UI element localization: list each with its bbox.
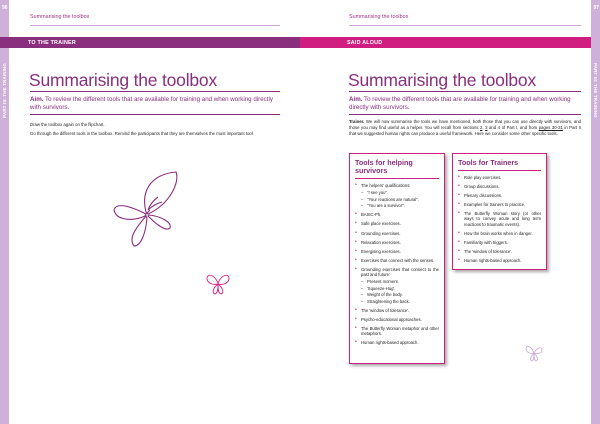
list-item bbox=[355, 221, 439, 226]
butterfly-large-icon bbox=[110, 170, 182, 248]
list-item-text: The Butterfly Woman metaphor and other metaphors. bbox=[361, 326, 439, 337]
list-item-text: Safe place exercises. bbox=[361, 221, 401, 227]
list-item bbox=[458, 258, 541, 263]
butterfly-small-icon bbox=[205, 270, 231, 296]
sub-list-item: – "You are a survivor". bbox=[361, 203, 439, 208]
tools-list bbox=[355, 183, 439, 345]
section-link[interactable]: 2 bbox=[480, 125, 483, 130]
list-item-text: How the brain works when in danger. bbox=[464, 230, 533, 236]
box-heading: Tools for helping survivors bbox=[355, 159, 439, 179]
list-item-text: Human rights-based approach. bbox=[361, 340, 419, 346]
list-item bbox=[458, 184, 541, 189]
list-item bbox=[355, 308, 439, 313]
page-title: Summarising the toolbox bbox=[29, 70, 217, 90]
list-item bbox=[355, 183, 439, 208]
sub-list-item: – "I see you". bbox=[361, 190, 439, 195]
aim-label: Aim. bbox=[349, 96, 363, 103]
right-page bbox=[300, 0, 600, 424]
trainer-intro bbox=[349, 119, 581, 137]
list-item-text: The Butterfly Woman story (or other ways to convey acute and long term reactions to traumatic events). bbox=[464, 211, 541, 227]
divider bbox=[30, 91, 280, 92]
list-item-text: Psycho-educational approaches. bbox=[361, 317, 422, 323]
intro-text: in Part II that we suggested human rights can produce a useful framework. Here we consider some other specific tools. bbox=[349, 125, 581, 136]
divider bbox=[349, 114, 581, 115]
list-item-text: Human rights-based approach. bbox=[464, 257, 522, 263]
list-item bbox=[355, 240, 439, 245]
list-item-text: The helpers' qualifications: bbox=[361, 183, 411, 188]
list-item bbox=[458, 211, 541, 226]
list-item-text: Grounding exercises. bbox=[361, 230, 401, 236]
page-number: 96 bbox=[2, 5, 8, 11]
sub-list-item: – Straightening the back. bbox=[361, 299, 439, 304]
side-strip bbox=[0, 0, 9, 424]
sub-list-item: – 'Squeeze-Hug'. bbox=[361, 286, 439, 291]
intro-text: , bbox=[482, 125, 486, 130]
list-item bbox=[355, 249, 439, 254]
list-item bbox=[458, 175, 541, 180]
list-item-text: Energising exercises. bbox=[361, 248, 401, 254]
tools-survivors-box bbox=[349, 153, 445, 364]
divider bbox=[30, 114, 280, 115]
list-item bbox=[355, 231, 439, 236]
list-item bbox=[355, 317, 439, 322]
sub-list-item: – Weight of the body. bbox=[361, 292, 439, 297]
tools-trainers-box bbox=[452, 153, 547, 270]
list-item bbox=[355, 267, 439, 304]
sub-list-item: – "Your reactions are natural". bbox=[361, 197, 439, 202]
aim-statement bbox=[349, 96, 581, 112]
intro-label: Trainer. bbox=[349, 119, 365, 124]
list-item bbox=[458, 249, 541, 254]
page-number: 97 bbox=[593, 5, 599, 11]
divider bbox=[349, 25, 581, 26]
paragraph: Go through the different tools in the toolbox. Remind the participants that they are themselves the most important tool. bbox=[30, 131, 254, 136]
list-item bbox=[458, 231, 541, 236]
section-bar: SAID ALOUD bbox=[300, 37, 591, 48]
list-item-text: Plenary discussions. bbox=[464, 193, 503, 199]
intro-text: and 4 of Part I, and from bbox=[487, 125, 539, 130]
sub-list bbox=[361, 190, 439, 208]
paragraph: Draw the toolbox again on the flipchart. bbox=[30, 122, 105, 127]
sub-list-item: – Present moment. bbox=[361, 279, 439, 284]
side-label: PART III: THE TRAINING bbox=[593, 63, 598, 118]
list-item bbox=[458, 202, 541, 207]
intro-text: We will now summarise the tools we have mentioned, both those that you can use directly with survivors, and those you may find useful as a helper. You will recall from sections bbox=[349, 119, 581, 130]
aim-text: To review the different tools that are available for training and when working directly with survivors. bbox=[349, 96, 571, 111]
side-label: PART III: THE TRAINING bbox=[2, 63, 7, 118]
side-strip bbox=[591, 0, 600, 424]
list-item bbox=[458, 240, 541, 245]
divider bbox=[349, 91, 581, 92]
box-heading: Tools for Trainers bbox=[458, 159, 541, 171]
list-item bbox=[458, 193, 541, 198]
list-item-text: Familiarity with triggers. bbox=[464, 239, 508, 245]
aim-statement bbox=[30, 96, 280, 112]
sub-list bbox=[361, 279, 439, 304]
butterfly-tiny-icon bbox=[523, 341, 545, 363]
list-item-text: Relaxation exercises. bbox=[361, 239, 401, 245]
list-item bbox=[355, 212, 439, 217]
list-item bbox=[355, 258, 439, 263]
list-item-text: Examples for trainers to practice. bbox=[464, 202, 526, 208]
section-bar: TO THE TRAINER bbox=[0, 37, 300, 48]
section-link[interactable]: 3 bbox=[485, 125, 488, 130]
list-item-text: The 'window of tolerance'. bbox=[464, 248, 513, 254]
running-head: Summarising the toolbox bbox=[349, 14, 409, 20]
running-head: Summarising the toolbox bbox=[30, 14, 90, 20]
divider bbox=[30, 25, 280, 26]
list-item-text: Role play exercises. bbox=[464, 175, 502, 180]
list-item-text: Grounding exercises that connect to the past and future: bbox=[361, 266, 439, 278]
list-item bbox=[355, 340, 439, 345]
pages-link[interactable]: pages 30-31 bbox=[538, 125, 563, 130]
list-item-text: BASIC-Ph. bbox=[361, 212, 382, 218]
list-item-text: The 'window of tolerance'. bbox=[361, 308, 410, 313]
aim-text: To review the different tools that are available for training and when working directly with survivors. bbox=[30, 96, 273, 111]
list-item-text: Group discussions. bbox=[464, 184, 500, 190]
list-item-text: Exercises that connect with the senses. bbox=[361, 257, 435, 263]
list-item bbox=[355, 326, 439, 336]
page-title: Summarising the toolbox bbox=[348, 70, 536, 90]
aim-label: Aim. bbox=[30, 96, 44, 103]
tools-list bbox=[458, 175, 541, 263]
